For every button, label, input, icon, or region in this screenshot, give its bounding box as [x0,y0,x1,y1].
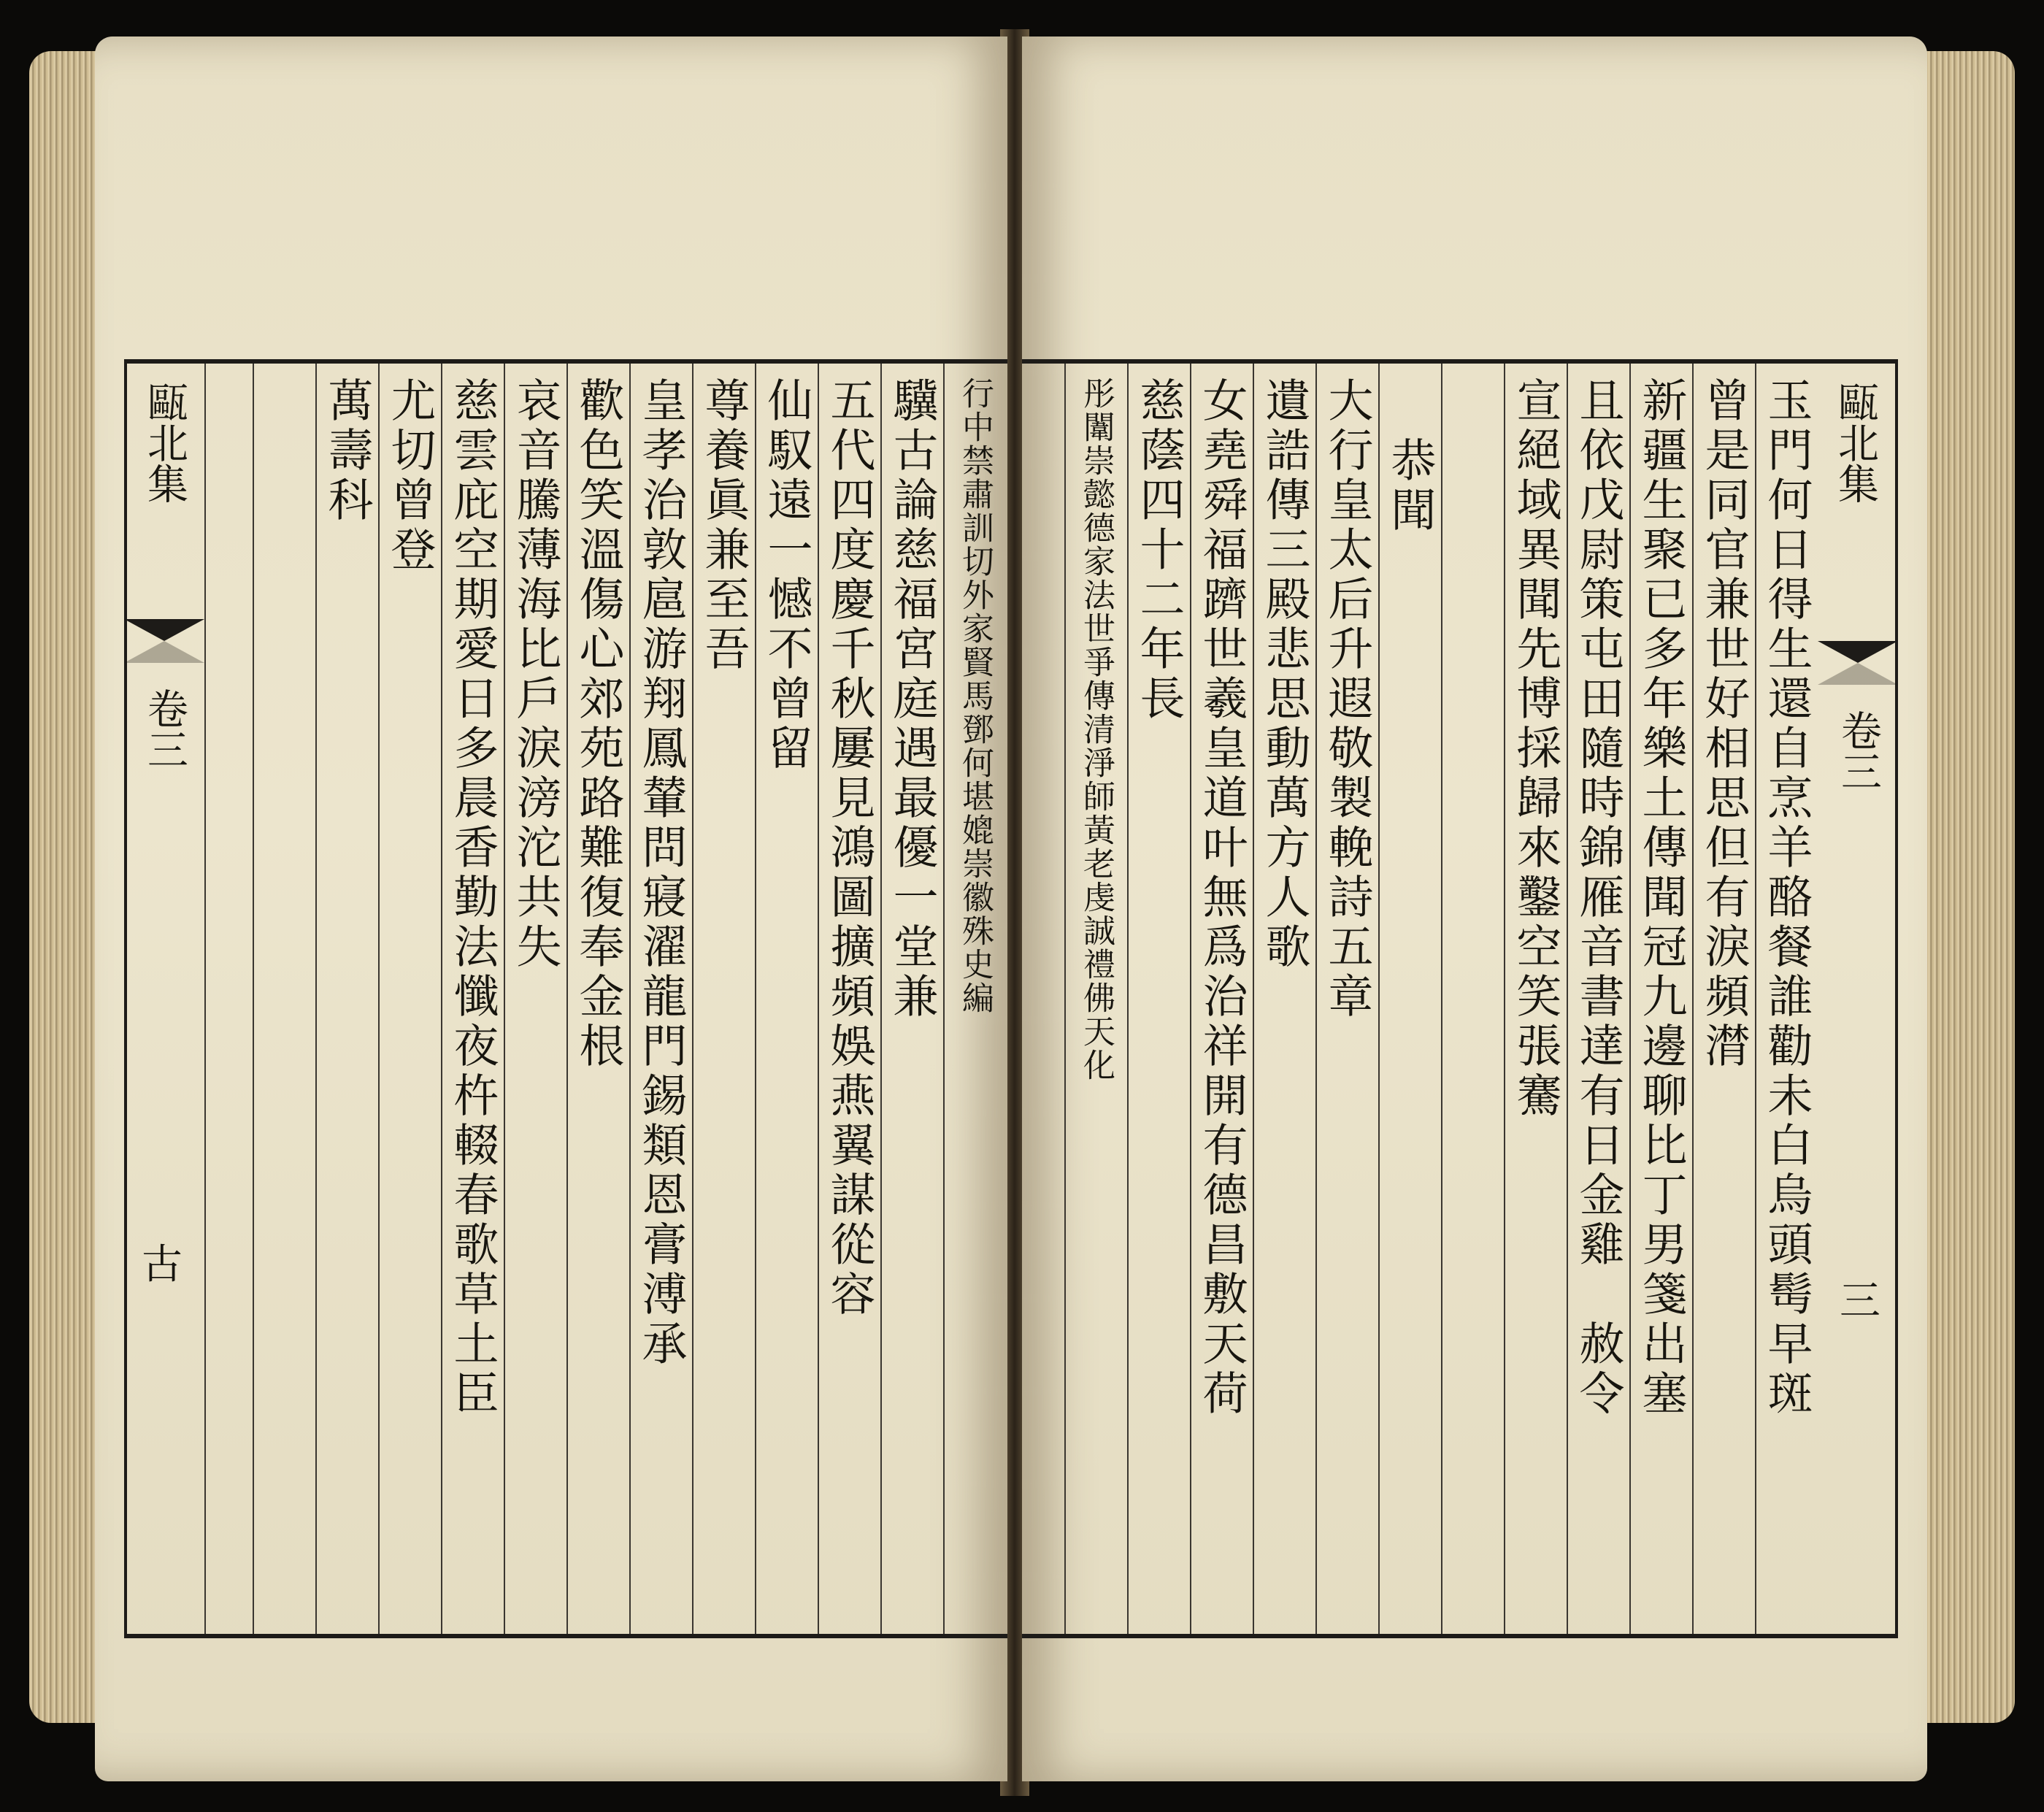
right-fishtail-mark [1818,641,1898,685]
right-col-7: 恭聞 [1378,364,1441,1634]
left-col-13 [204,364,253,1634]
right-col-6 [1441,364,1504,1634]
right-col-11: 慈蔭四十二年長 [1127,364,1190,1634]
right-page [1022,37,1927,1781]
left-folio-number: 古 [142,1241,182,1289]
right-col-10: 女堯舜福躋世羲皇道叶無爲治祥開有德昌敷天荷 [1190,364,1253,1634]
left-col-5: 尊養眞兼至吾 [692,364,755,1634]
left-col-2: 驥古論慈福宮庭遇最優一堂兼 [880,364,943,1634]
left-col-8: 哀音騰薄海比戶淚滂沱共失 [504,364,566,1634]
right-folio-number: 三 [1840,1278,1880,1325]
right-col-3: 新疆生聚已多年樂土傳聞冠九邊聊比丁男箋出塞 [1629,364,1692,1634]
left-col-9: 慈雲庇空期愛日多晨香勤法懺夜杵輟春歌草土臣 [441,364,504,1634]
right-col-4: 且依戊尉策屯田隨時錦雁音書達有日金雞 赦令 [1567,364,1629,1634]
right-running-title: 甌北集 [1832,381,1879,504]
left-fishtail-mark [124,619,204,663]
left-col-7: 歡色笑溫傷心郊苑路難復奉金根 [566,364,629,1634]
right-text-frame [1022,359,1898,1638]
left-col-3: 五代四度慶千秋屢見鴻圖擴頻娛燕翼謀從容 [818,364,880,1634]
left-juan-label: 卷三 [141,688,188,769]
left-col-6: 皇孝治敦扈游翔鳳輦問寢濯龍門錫類恩膏溥承 [629,364,692,1634]
left-text-frame [124,359,1007,1638]
right-col-9: 遺誥傳三殿悲思動萬方人歌 [1253,364,1315,1634]
right-col-5: 宣絕域異聞先博採歸來鑿空笑張騫 [1504,364,1567,1634]
left-col-10: 尤切曾登 [378,364,441,1634]
right-col-1: 玉門何日得生還自烹羊酪餐誰勸未白烏頭髩早斑 [1755,364,1818,1634]
left-col-11: 萬壽科 [315,364,378,1634]
right-juan-label: 卷三 [1834,710,1882,791]
left-col-4: 仙馭遠一憾不曾留 [755,364,818,1634]
right-col-8: 大行皇太后升遐敬製輓詩五章 [1315,364,1378,1634]
left-page [95,37,1007,1781]
right-col-2: 曾是同官兼世好相思但有淚頻潸 [1692,364,1755,1634]
right-col-12: 彤闈崇懿德家法世爭傳清淨師黃老虔誠禮佛天化 [1064,364,1127,1634]
left-col-1: 行中禁肅訓切外家賢馬鄧何堪媲崇徽殊史編 [943,364,1006,1634]
left-running-title: 甌北集 [141,381,188,504]
left-col-12 [253,364,315,1634]
